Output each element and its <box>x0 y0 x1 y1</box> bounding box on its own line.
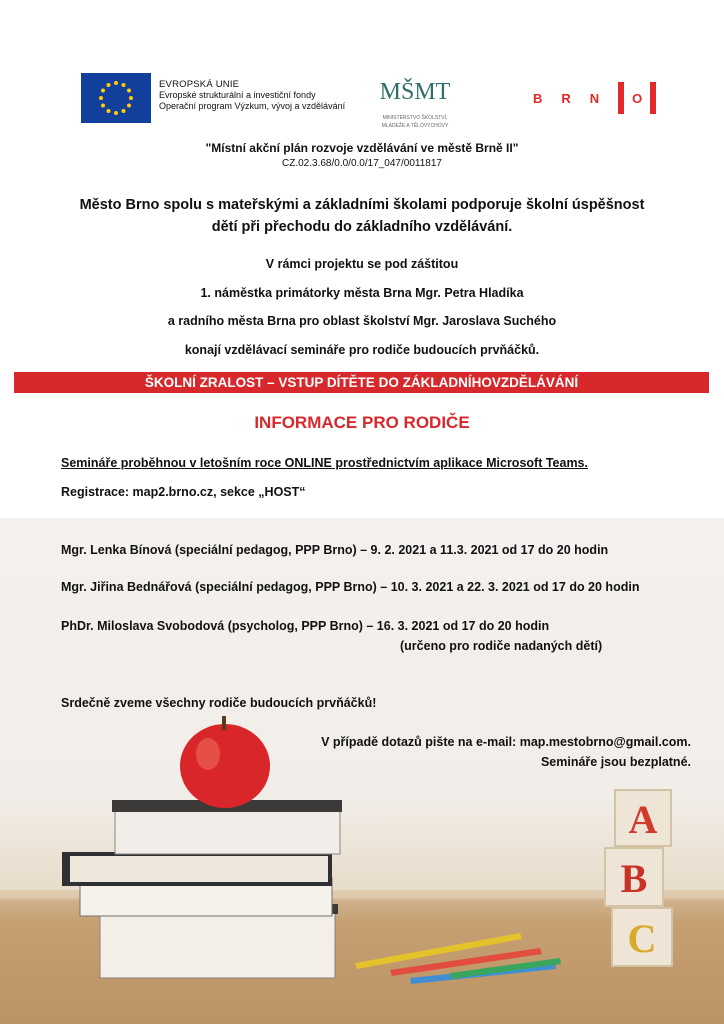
brno-letter-r: R <box>561 90 571 106</box>
eu-line2: Evropské strukturální a investiční fondy <box>159 90 316 100</box>
eu-text <box>159 79 345 112</box>
eu-line1: EVROPSKÁ UNIE <box>159 79 240 90</box>
patronage-line1: V rámci projektu se pod záštitou <box>265 257 459 271</box>
books-icon <box>62 800 342 978</box>
abc-blocks-icon <box>605 790 672 966</box>
brno-letter-o: O <box>632 90 643 106</box>
msmt-logo-text: MŠMT <box>379 79 451 105</box>
intro-line1: Město Brno spolu s mateřskými a základními školami podporuje školní úspěšnost <box>79 197 645 213</box>
online-note: Semináře proběhnou v letošním roce ONLINE prostřednictvím aplikace Microsoft Teams. <box>61 456 588 470</box>
apple-icon <box>180 716 270 808</box>
invitation: Srdečně zveme všechny rodiče budoucích prvňáčků! <box>61 696 377 710</box>
patronage-line4: konají vzdělávací semináře pro rodiče budoucích prvňáčků. <box>184 343 540 357</box>
registration: Registrace: map2.brno.cz, sekce „HOST“ <box>61 485 306 499</box>
speaker-3: PhDr. Miloslava Svobodová (psycholog, PPP Brno) – 16. 3. 2021 od 17 do 20 hodin <box>61 619 550 633</box>
topic-banner: ŠKOLNÍ ZRALOST – VSTUP DÍTĚTE DO ZÁKLADNÍHOVZDĚLÁVÁNÍ <box>14 372 709 393</box>
brno-logo <box>533 82 656 114</box>
intro-line2: dětí při přechodu do základního vzdělávání. <box>211 219 513 235</box>
patronage-line3: a radního města Brna pro oblast školství Mgr. Jaroslava Suchého <box>167 314 557 328</box>
msmt-line2: MLÁDEŽE A TĚLOVÝCHOVY <box>381 123 449 129</box>
block-letter-a: A <box>628 797 658 842</box>
brno-letter-n: N <box>589 90 600 106</box>
brno-bar-icon <box>650 82 656 114</box>
brno-bar-icon <box>618 82 624 114</box>
msmt-mark-icon <box>368 72 462 108</box>
eu-line3: Operační program Výzkum, vývoj a vzdělávání <box>159 101 346 111</box>
project-title: "Místní akční plán rozvoje vzdělávání ve městě Brně II" <box>205 141 519 155</box>
patronage-line2: 1. náměstka primátorky města Brna Mgr. Petra Hladíka <box>200 286 524 300</box>
speaker-1: Mgr. Lenka Bínová (speciální pedagog, PPP Brno) – 9. 2. 2021 a 11.3. 2021 od 17 do 20 hodin <box>61 543 609 557</box>
eu-flag-icon <box>81 73 151 123</box>
project-code: CZ.02.3.68/0.0/0.0/17_047/0011817 <box>282 158 442 169</box>
contact-email: V případě dotazů pište na e-mail: map.mestobrno@gmail.com. <box>321 735 691 749</box>
info-title: INFORMACE PRO RODIČE <box>254 413 470 432</box>
block-letter-c: C <box>627 916 657 961</box>
msmt-line1: MINISTERSTVO ŠKOLSTVÍ, <box>382 115 448 121</box>
msmt-logo <box>368 72 462 129</box>
eu-logo <box>81 73 345 123</box>
block-letter-b: B <box>620 856 648 901</box>
brno-letter-b: B <box>533 90 543 106</box>
speaker-3-note: (určeno pro rodiče nadaných dětí) <box>400 639 603 653</box>
speaker-2: Mgr. Jiřina Bednářová (speciální pedagog, PPP Brno) – 10. 3. 2021 a 22. 3. 2021 od 17 do 20 hodin <box>61 580 640 594</box>
free-note: Semináře jsou bezplatné. <box>540 755 691 769</box>
